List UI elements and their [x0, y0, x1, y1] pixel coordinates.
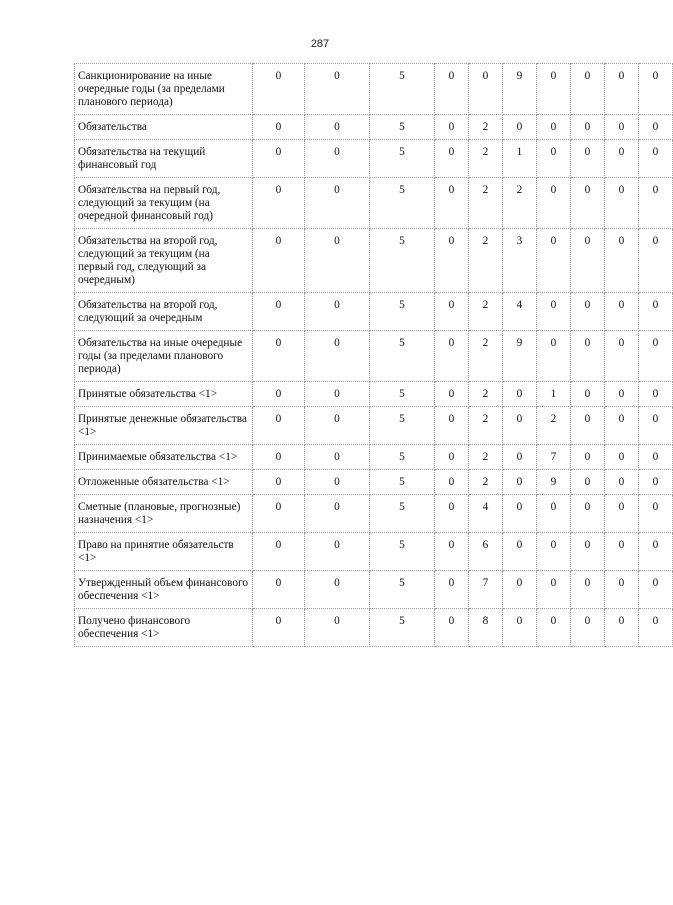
code-digit-cell: 2	[469, 293, 503, 331]
code-digit-cell: 0	[305, 495, 370, 533]
row-label: Обязательства на текущий финансовый год	[75, 140, 253, 178]
code-digit-cell: 0	[253, 382, 305, 407]
code-digit-cell: 0	[435, 533, 469, 571]
code-digit-cell: 0	[469, 64, 503, 115]
code-digit-cell: 0	[639, 115, 673, 140]
code-digit-cell: 0	[435, 571, 469, 609]
code-digit-cell: 0	[537, 229, 571, 293]
code-digit-cell: 0	[537, 178, 571, 229]
code-digit-cell: 0	[639, 64, 673, 115]
table-row	[75, 115, 673, 140]
code-digit-cell: 9	[503, 64, 537, 115]
code-digit-cell: 0	[253, 64, 305, 115]
code-digit-cell: 0	[305, 571, 370, 609]
code-digit-cell: 2	[469, 229, 503, 293]
code-digit-cell: 0	[305, 382, 370, 407]
code-digit-cell: 5	[370, 115, 435, 140]
code-digit-cell: 0	[571, 64, 605, 115]
table-row	[75, 407, 673, 445]
code-digit-cell: 0	[305, 178, 370, 229]
code-digit-cell: 0	[605, 407, 639, 445]
table-row	[75, 293, 673, 331]
code-digit-cell: 0	[571, 293, 605, 331]
table-row	[75, 445, 673, 470]
row-label: Принимаемые обязательства <1>	[75, 445, 253, 470]
row-label: Принятые обязательства <1>	[75, 382, 253, 407]
code-digit-cell: 5	[370, 331, 435, 382]
row-label: Право на принятие обязательств <1>	[75, 533, 253, 571]
row-label: Утвержденный объем финансового обеспечения <1>	[75, 571, 253, 609]
table-row	[75, 64, 673, 115]
code-digit-cell: 0	[571, 140, 605, 178]
code-digit-cell: 0	[305, 293, 370, 331]
code-digit-cell: 2	[469, 115, 503, 140]
code-digit-cell: 0	[253, 293, 305, 331]
code-digit-cell: 0	[571, 533, 605, 571]
code-digit-cell: 5	[370, 293, 435, 331]
code-digit-cell: 2	[469, 140, 503, 178]
row-label: Обязательства на второй год, следующий за очередным	[75, 293, 253, 331]
code-digit-cell: 0	[571, 407, 605, 445]
code-digit-cell: 2	[503, 178, 537, 229]
code-digit-cell: 0	[639, 445, 673, 470]
table-row	[75, 495, 673, 533]
code-digit-cell: 5	[370, 571, 435, 609]
code-digit-cell: 0	[503, 382, 537, 407]
code-digit-cell: 0	[253, 533, 305, 571]
code-digit-cell: 0	[435, 331, 469, 382]
code-digit-cell: 0	[503, 571, 537, 609]
code-digit-cell: 2	[469, 445, 503, 470]
code-digit-cell: 2	[469, 382, 503, 407]
code-digit-cell: 5	[370, 609, 435, 647]
table-row	[75, 331, 673, 382]
code-digit-cell: 0	[305, 229, 370, 293]
code-digit-cell: 0	[537, 331, 571, 382]
code-digit-cell: 0	[305, 533, 370, 571]
code-digit-cell: 5	[370, 382, 435, 407]
code-digit-cell: 0	[571, 115, 605, 140]
row-label: Отложенные обязательства <1>	[75, 470, 253, 495]
code-digit-cell: 0	[253, 445, 305, 470]
code-digit-cell: 0	[605, 229, 639, 293]
code-digit-cell: 0	[503, 609, 537, 647]
code-digit-cell: 7	[469, 571, 503, 609]
table-row	[75, 571, 673, 609]
code-digit-cell: 0	[605, 140, 639, 178]
code-digit-cell: 0	[571, 495, 605, 533]
code-digit-cell: 0	[639, 470, 673, 495]
page-number: 287	[310, 38, 330, 50]
code-digit-cell: 0	[435, 382, 469, 407]
code-digit-cell: 2	[469, 470, 503, 495]
code-digit-cell: 5	[370, 229, 435, 293]
code-digit-cell: 0	[605, 178, 639, 229]
code-digit-cell: 0	[253, 115, 305, 140]
table-row	[75, 609, 673, 647]
code-digit-cell: 0	[435, 293, 469, 331]
code-digit-cell: 0	[537, 140, 571, 178]
code-digit-cell: 5	[370, 470, 435, 495]
table-row	[75, 382, 673, 407]
row-label: Санкционирование на иные очередные годы (за пределами планового периода)	[75, 64, 253, 115]
code-digit-cell: 0	[571, 470, 605, 495]
code-digit-cell: 0	[253, 229, 305, 293]
code-digit-cell: 0	[639, 382, 673, 407]
code-digit-cell: 0	[305, 407, 370, 445]
code-digit-cell: 0	[435, 229, 469, 293]
code-digit-cell: 0	[537, 64, 571, 115]
code-digit-cell: 0	[605, 533, 639, 571]
code-digit-cell: 0	[435, 495, 469, 533]
code-digit-cell: 0	[253, 140, 305, 178]
code-digit-cell: 2	[537, 407, 571, 445]
code-digit-cell: 0	[435, 407, 469, 445]
code-digit-cell: 0	[253, 470, 305, 495]
code-digit-cell: 6	[469, 533, 503, 571]
code-digit-cell: 0	[503, 533, 537, 571]
code-digit-cell: 0	[571, 229, 605, 293]
code-digit-cell: 7	[537, 445, 571, 470]
code-digit-cell: 0	[571, 571, 605, 609]
table-row	[75, 140, 673, 178]
code-digit-cell: 0	[435, 140, 469, 178]
code-digit-cell: 0	[253, 495, 305, 533]
code-digit-cell: 9	[503, 331, 537, 382]
row-label: Обязательства на иные очередные годы (за пределами планового периода)	[75, 331, 253, 382]
code-digit-cell: 0	[305, 115, 370, 140]
code-digit-cell: 0	[435, 609, 469, 647]
code-digit-cell: 1	[503, 140, 537, 178]
code-digit-cell: 0	[503, 407, 537, 445]
code-digit-cell: 0	[571, 178, 605, 229]
row-label: Сметные (плановые, прогнозные) назначения <1>	[75, 495, 253, 533]
code-digit-cell: 0	[253, 609, 305, 647]
row-label: Обязательства на первый год, следующий за текущим (на очередной финансовый год)	[75, 178, 253, 229]
code-digit-cell: 0	[605, 571, 639, 609]
code-digit-cell: 0	[435, 178, 469, 229]
code-digit-cell: 0	[639, 229, 673, 293]
code-digit-cell: 0	[503, 115, 537, 140]
code-digit-cell: 0	[537, 115, 571, 140]
code-digit-cell: 0	[639, 140, 673, 178]
code-digit-cell: 0	[305, 331, 370, 382]
code-digit-cell: 1	[537, 382, 571, 407]
code-digit-cell: 0	[605, 382, 639, 407]
code-digit-cell: 9	[537, 470, 571, 495]
code-digit-cell: 0	[503, 470, 537, 495]
code-digit-cell: 0	[571, 445, 605, 470]
code-digit-cell: 2	[469, 407, 503, 445]
code-digit-cell: 0	[537, 495, 571, 533]
code-digit-cell: 0	[639, 407, 673, 445]
code-digit-cell: 5	[370, 140, 435, 178]
code-digit-cell: 0	[639, 178, 673, 229]
row-label: Обязательства	[75, 115, 253, 140]
code-digit-cell: 4	[469, 495, 503, 533]
code-digit-cell: 0	[305, 470, 370, 495]
code-digit-cell: 0	[605, 609, 639, 647]
row-label: Получено финансового обеспечения <1>	[75, 609, 253, 647]
row-label: Обязательства на второй год, следующий за текущим (на первый год, следующий за очередным)	[75, 229, 253, 293]
account-codes-table	[74, 63, 673, 647]
table-row	[75, 470, 673, 495]
code-digit-cell: 0	[605, 445, 639, 470]
code-digit-cell: 0	[639, 533, 673, 571]
code-digit-cell: 0	[571, 331, 605, 382]
code-digit-cell: 0	[537, 571, 571, 609]
code-digit-cell: 0	[253, 407, 305, 445]
code-digit-cell: 0	[305, 64, 370, 115]
code-digit-cell: 0	[605, 331, 639, 382]
code-digit-cell: 0	[435, 470, 469, 495]
code-digit-cell: 0	[571, 382, 605, 407]
code-digit-cell: 0	[305, 609, 370, 647]
table-row	[75, 178, 673, 229]
code-digit-cell: 0	[639, 293, 673, 331]
row-label: Принятые денежные обязательства <1>	[75, 407, 253, 445]
code-digit-cell: 0	[605, 470, 639, 495]
code-digit-cell: 0	[605, 293, 639, 331]
code-digit-cell: 5	[370, 407, 435, 445]
code-digit-cell: 0	[537, 293, 571, 331]
code-digit-cell: 0	[639, 495, 673, 533]
code-digit-cell: 0	[435, 64, 469, 115]
code-digit-cell: 3	[503, 229, 537, 293]
code-digit-cell: 8	[469, 609, 503, 647]
code-digit-cell: 0	[253, 331, 305, 382]
code-digit-cell: 0	[305, 445, 370, 470]
code-digit-cell: 4	[503, 293, 537, 331]
code-digit-cell: 0	[537, 533, 571, 571]
code-digit-cell: 5	[370, 64, 435, 115]
code-digit-cell: 2	[469, 331, 503, 382]
code-digit-cell: 0	[435, 115, 469, 140]
table-row	[75, 533, 673, 571]
code-digit-cell: 0	[503, 445, 537, 470]
code-digit-cell: 2	[469, 178, 503, 229]
code-digit-cell: 0	[503, 495, 537, 533]
code-digit-cell: 0	[571, 609, 605, 647]
code-digit-cell: 0	[639, 571, 673, 609]
code-digit-cell: 0	[253, 571, 305, 609]
code-digit-cell: 0	[639, 331, 673, 382]
code-digit-cell: 5	[370, 533, 435, 571]
code-digit-cell: 0	[605, 115, 639, 140]
code-digit-cell: 5	[370, 178, 435, 229]
code-digit-cell: 0	[639, 609, 673, 647]
code-digit-cell: 0	[305, 140, 370, 178]
code-digit-cell: 5	[370, 445, 435, 470]
code-digit-cell: 0	[253, 178, 305, 229]
code-digit-cell: 0	[435, 445, 469, 470]
table-row	[75, 229, 673, 293]
code-digit-cell: 0	[537, 609, 571, 647]
code-digit-cell: 0	[605, 495, 639, 533]
code-digit-cell: 5	[370, 495, 435, 533]
code-digit-cell: 0	[605, 64, 639, 115]
